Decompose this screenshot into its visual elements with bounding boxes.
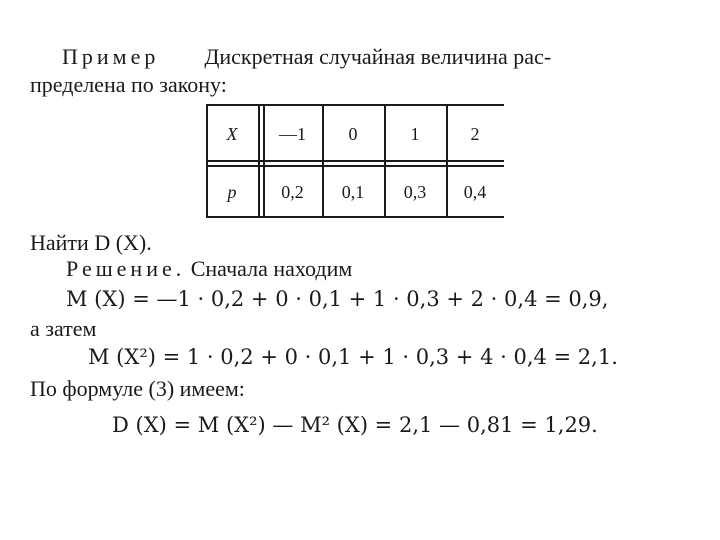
intro-word-example: Пример [62, 44, 160, 69]
table-cell: 1 [410, 123, 420, 144]
table-header-p: p [227, 181, 237, 202]
solution-text: Сначала находим [190, 256, 353, 281]
intro-line-1 [62, 44, 551, 70]
equation-second-moment: M (X²) = 1 · 0,2 + 0 · 0,1 + 1 · 0,3 + 4 · 0,4 = 2,1. [88, 345, 618, 369]
table-cell: 2 [470, 123, 480, 144]
solution-line [66, 256, 352, 282]
table-cell: 0,1 [341, 181, 365, 202]
table-cell: —1 [279, 123, 306, 144]
solution-word: Решение. [66, 256, 186, 281]
then-text: а затем [30, 316, 97, 341]
table-cell: 0 [348, 123, 358, 144]
task-statement: Найти D (X). [30, 230, 152, 255]
table-cell: 0,4 [463, 181, 487, 202]
equation-expectation: M (X) = —1 · 0,2 + 0 · 0,1 + 1 · 0,3 + 2 · 0,4 = 0,9, [66, 287, 609, 311]
formula-reference: По формуле (3) имеем: [30, 376, 245, 401]
table-row-p [206, 168, 504, 216]
distribution-table [206, 104, 504, 218]
table-cell: 0,3 [403, 181, 427, 202]
equation-variance: D (X) = M (X²) — M² (X) = 2,1 — 0,81 = 1,29. [112, 413, 598, 437]
table-cell: 0,2 [281, 181, 304, 202]
table-header-x: X [226, 123, 238, 144]
intro-line-2: пределена по закону: [30, 72, 227, 97]
table-row-x [206, 110, 504, 158]
intro-text-1: Дискретная случайная величина рас- [204, 44, 552, 69]
